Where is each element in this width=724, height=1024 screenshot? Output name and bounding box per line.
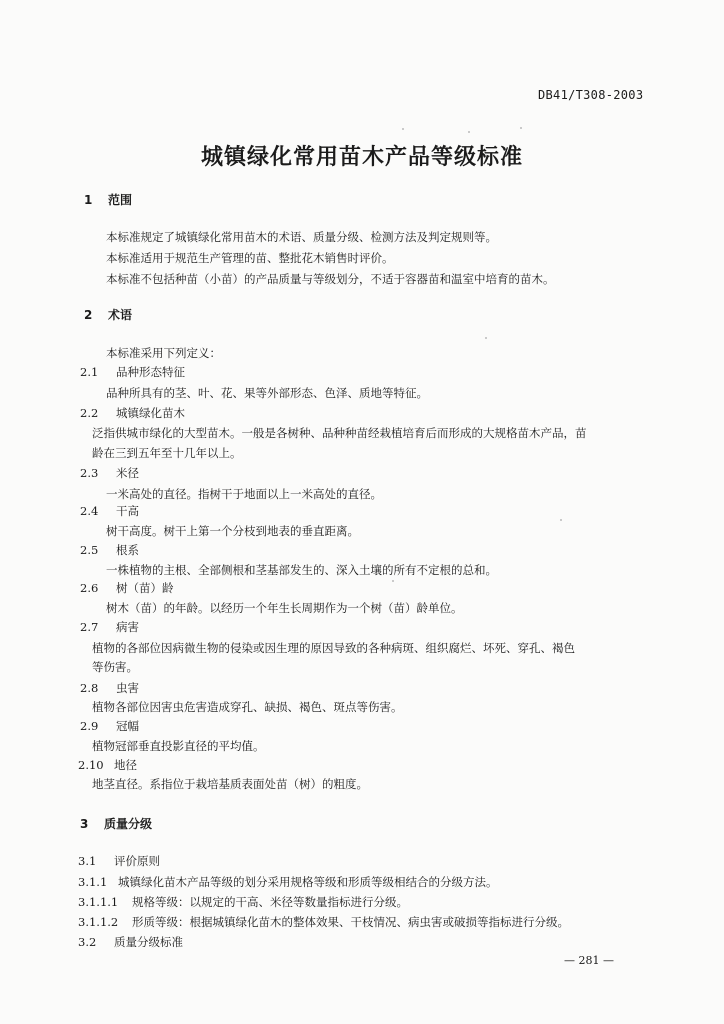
section-heading-scope	[84, 191, 132, 208]
term-title: 根系	[116, 543, 139, 557]
clause	[78, 853, 160, 869]
section-number: 2	[84, 308, 93, 322]
term-number: 2.7	[80, 620, 99, 634]
term-definition: 树木（苗）的年龄。以经历一个年生长周期作为一个树（苗）龄单位。	[106, 601, 463, 615]
term-number: 2.1	[80, 365, 99, 379]
term-title: 品种形态特征	[116, 365, 185, 379]
term-number: 2.5	[80, 543, 99, 557]
scan-speck	[520, 127, 522, 129]
scan-speck	[402, 128, 404, 130]
section-title: 范围	[108, 193, 133, 207]
scope-paragraph-1: 本标准规定了城镇绿化常用苗木的术语、质量分级、检测方法及判定规则等。	[106, 230, 497, 244]
term-title: 地径	[114, 758, 137, 772]
clause-number: 3.1.1	[78, 875, 108, 889]
term-number: 2.8	[80, 681, 99, 695]
doc-number: DB41/T308-2003	[538, 88, 644, 102]
scan-speck	[560, 519, 562, 521]
section-title: 质量分级	[104, 817, 153, 831]
clause-text: 规格等级：以规定的干高、米径等数量指标进行分级。	[132, 895, 408, 909]
term-definition: 一株植物的主根、全部侧根和茎基部发生的、深入土壤的所有不定根的总和。	[106, 563, 497, 577]
clause-number: 3.1.1.1	[78, 895, 119, 909]
clause-text: 评价原则	[114, 854, 160, 868]
term-definition-cont: 龄在三到五年至十几年以上。	[92, 446, 242, 460]
page-number: — 281 —	[564, 954, 614, 967]
term-definition: 品种所具有的茎、叶、花、果等外部形态、色泽、质地等特征。	[106, 386, 428, 400]
clause	[78, 914, 569, 930]
term-heading	[80, 364, 185, 380]
term-heading	[78, 757, 137, 773]
term-number: 2.6	[80, 581, 99, 595]
term-definition: 树干高度。树干上第一个分枝到地表的垂直距离。	[106, 524, 359, 538]
term-title: 冠幅	[116, 719, 139, 733]
term-definition: 植物冠部垂直投影直径的平均值。	[92, 739, 265, 753]
term-number: 2.4	[80, 504, 99, 518]
term-heading	[80, 680, 139, 696]
term-definition: 一米高处的直径。指树干于地面以上一米高处的直径。	[106, 487, 382, 501]
section-number: 3	[80, 817, 89, 831]
term-definition: 植物的各部位因病微生物的侵染或因生理的原因导致的各种病斑、组织腐烂、坏死、穿孔、褐色	[92, 641, 575, 655]
term-heading	[80, 465, 139, 481]
section-heading-grading	[80, 815, 152, 832]
clause-text: 质量分级标准	[114, 935, 183, 949]
term-title: 病害	[116, 620, 139, 634]
term-heading	[80, 542, 139, 558]
section-number: 1	[84, 193, 93, 207]
clause	[78, 934, 183, 950]
clause-text: 城镇绿化苗木产品等级的划分采用规格等级和形质等级相结合的分级方法。	[118, 875, 498, 889]
term-definition: 地茎直径。系指位于栽培基质表面处苗（树）的粗度。	[92, 777, 368, 791]
clause	[78, 874, 498, 890]
term-number: 2.10	[78, 758, 104, 772]
term-title: 米径	[116, 466, 139, 480]
term-title: 干高	[116, 504, 139, 518]
term-definition-cont: 等伤害。	[92, 660, 138, 674]
clause-number: 3.1.1.2	[78, 915, 119, 929]
section-title: 术语	[108, 308, 133, 322]
scan-speck	[485, 337, 487, 339]
scan-speck	[468, 131, 470, 133]
clause-number: 3.1	[78, 854, 97, 868]
scope-paragraph-3: 本标准不包括种苗（小苗）的产品质量与等级划分，不适于容器苗和温室中培育的苗木。	[106, 272, 555, 286]
term-heading	[80, 619, 139, 635]
terms-intro: 本标准采用下列定义：	[106, 346, 221, 360]
term-title: 城镇绿化苗木	[116, 406, 185, 420]
section-heading-terms	[84, 306, 132, 323]
scan-speck	[392, 580, 394, 582]
term-heading	[80, 718, 139, 734]
clause-text: 形质等级：根据城镇绿化苗木的整体效果、干枝情况、病虫害或破损等指标进行分级。	[132, 915, 569, 929]
term-number: 2.9	[80, 719, 99, 733]
term-heading	[80, 405, 185, 421]
term-title: 树（苗）龄	[116, 581, 174, 595]
clause	[78, 894, 408, 910]
document-title: 城镇绿化常用苗木产品等级标准	[200, 145, 523, 170]
term-definition: 植物各部位因害虫危害造成穿孔、缺损、褐色、斑点等伤害。	[92, 700, 403, 714]
term-number: 2.2	[80, 406, 99, 420]
term-heading	[80, 580, 174, 596]
clause-number: 3.2	[78, 935, 97, 949]
scope-paragraph-2: 本标准适用于规范生产管理的苗、整批花木销售时评价。	[106, 251, 394, 265]
term-title: 虫害	[116, 681, 139, 695]
term-number: 2.3	[80, 466, 99, 480]
term-heading	[80, 503, 139, 519]
term-definition: 泛指供城市绿化的大型苗木。一般是各树种、品种种苗经栽植培育后而形成的大规格苗木产品，苗	[92, 426, 587, 440]
